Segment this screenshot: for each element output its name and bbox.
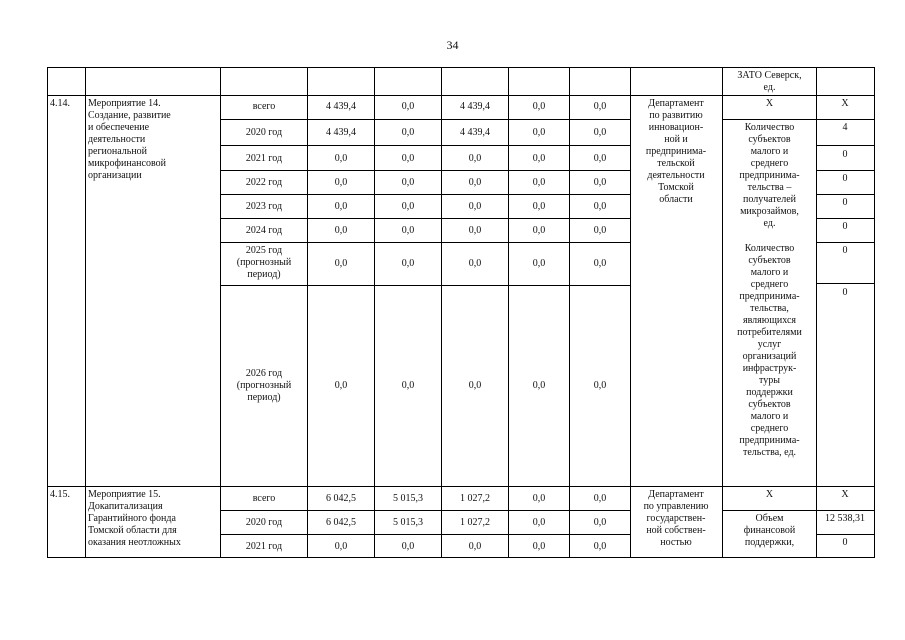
value-cell: 0,0 [532, 493, 546, 504]
column-line [816, 67, 817, 558]
value-cell: 6 042,5 [326, 493, 356, 504]
row-line [220, 170, 631, 171]
column-line [307, 67, 308, 558]
value-cell: 6 042,5 [326, 517, 356, 528]
executor: Департамент по управлению государствен- ной собствен- ностью [643, 489, 709, 548]
value-cell: 0,0 [334, 177, 348, 188]
row-line [220, 242, 631, 243]
indicator-value: 0 [842, 537, 848, 548]
value-cell: 0,0 [532, 177, 546, 188]
year-label: всего [252, 493, 276, 504]
value-cell: 0,0 [468, 258, 482, 269]
row-line [722, 119, 874, 120]
row-number: 4.15. [50, 489, 70, 500]
value-cell: 0,0 [593, 225, 607, 236]
indicator-value: 0 [842, 221, 848, 232]
row-line [816, 534, 874, 535]
indicator-value: 0 [842, 197, 848, 208]
value-cell: 4 439,4 [326, 127, 356, 138]
column-line [220, 67, 221, 558]
value-cell: 1 027,2 [460, 517, 490, 528]
year-label: 2021 год [245, 153, 283, 164]
value-cell: 0,0 [334, 225, 348, 236]
column-line [722, 67, 723, 558]
column-line [569, 67, 570, 558]
row-line [816, 170, 874, 171]
row-line [220, 218, 631, 219]
year-label: 2026 год (прогнозный период) [236, 368, 292, 403]
value-cell: 0,0 [532, 258, 546, 269]
year-label: 2020 год [245, 127, 283, 138]
activity-name: Мероприятие 14. Создание, развитие и обеспечение деятельности региональной микрофинансовой организации [88, 98, 171, 181]
indicator-1: Количество субъектов малого и среднего предпринима- тельства – получателей микрозаймов, ед. [739, 122, 800, 229]
value-cell: 0,0 [468, 153, 482, 164]
row-line [816, 194, 874, 195]
value-cell: 0,0 [401, 201, 415, 212]
value-cell: 0,0 [401, 380, 415, 391]
value-cell: 0,0 [401, 153, 415, 164]
indicator-value-x: Х [841, 98, 849, 109]
value-cell: 5 015,3 [393, 517, 423, 528]
value-cell: 0,0 [593, 101, 607, 112]
indicator-x: Х [765, 98, 774, 109]
value-cell: 0,0 [468, 177, 482, 188]
row-line [220, 194, 631, 195]
indicator-1: Объем финансовой поддержки, [743, 513, 796, 548]
column-line [85, 67, 86, 558]
value-cell: 0,0 [334, 541, 348, 552]
year-label: 2023 год [245, 201, 283, 212]
row-line [220, 119, 631, 120]
value-cell: 0,0 [401, 101, 415, 112]
value-cell: 4 439,4 [460, 101, 490, 112]
year-label: всего [252, 101, 276, 112]
value-cell: 4 439,4 [460, 127, 490, 138]
row-line [47, 486, 874, 487]
value-cell: 0,0 [334, 201, 348, 212]
column-line [441, 67, 442, 558]
value-cell: 1 027,2 [460, 493, 490, 504]
column-line [47, 67, 48, 558]
value-cell: 0,0 [593, 258, 607, 269]
indicator-value: 0 [842, 149, 848, 160]
value-cell: 0,0 [593, 127, 607, 138]
year-label: 2024 год [245, 225, 283, 236]
value-cell: 0,0 [532, 127, 546, 138]
row-line [220, 534, 631, 535]
value-cell: 0,0 [468, 201, 482, 212]
row-number: 4.14. [50, 98, 70, 109]
row-line [47, 95, 874, 96]
value-cell: 0,0 [401, 258, 415, 269]
indicator-x: Х [765, 489, 774, 500]
value-cell: 0,0 [532, 101, 546, 112]
indicator-value: 4 [842, 122, 848, 133]
row-line [816, 145, 874, 146]
page-number: 34 [446, 38, 459, 52]
value-cell: 4 439,4 [326, 101, 356, 112]
column-line [630, 67, 631, 558]
indicator-value-x: Х [841, 489, 849, 500]
value-cell: 0,0 [593, 153, 607, 164]
value-cell: 0,0 [593, 493, 607, 504]
value-cell: 0,0 [593, 541, 607, 552]
column-line [374, 67, 375, 558]
table-border-top [47, 67, 874, 68]
value-cell: 0,0 [468, 225, 482, 236]
value-cell: 0,0 [334, 153, 348, 164]
value-cell: 0,0 [532, 541, 546, 552]
column-line [874, 67, 875, 558]
value-cell: 0,0 [593, 201, 607, 212]
value-cell: 0,0 [401, 541, 415, 552]
value-cell: 0,0 [593, 380, 607, 391]
indicator-value: 0 [842, 287, 848, 298]
row-line [220, 510, 631, 511]
value-cell: 0,0 [334, 380, 348, 391]
row-line [816, 218, 874, 219]
row-line [816, 242, 874, 243]
value-cell: 0,0 [468, 380, 482, 391]
value-cell: 0,0 [532, 153, 546, 164]
value-cell: 5 015,3 [393, 493, 423, 504]
indicator-value: 0 [842, 245, 848, 256]
indicator-value: 0 [842, 173, 848, 184]
value-cell: 0,0 [401, 177, 415, 188]
row-line [220, 285, 631, 286]
year-label: 2020 год [245, 517, 283, 528]
value-cell: 0,0 [532, 225, 546, 236]
year-label: 2025 год (прогнозный период) [236, 245, 292, 280]
value-cell: 0,0 [532, 201, 546, 212]
year-label: 2022 год [245, 177, 283, 188]
indicator-value: 12 538,31 [825, 513, 865, 524]
indicator-2: Количество субъектов малого и среднего предпринима- тельства, являющихся потребителями услуг организаций инфраструк- туры поддержки субъектов малого и среднего предпринима- тельства, ед. [737, 243, 802, 458]
activity-name: Мероприятие 15. Докапитализация Гарантийного фонда Томской области для оказания неотложных [88, 489, 181, 548]
value-cell: 0,0 [468, 541, 482, 552]
top-row-indicator-tail: ЗАТО Северск, ед. [737, 70, 802, 93]
year-label: 2021 год [245, 541, 283, 552]
value-cell: 0,0 [532, 517, 546, 528]
value-cell: 0,0 [334, 258, 348, 269]
value-cell: 0,0 [401, 225, 415, 236]
value-cell: 0,0 [532, 380, 546, 391]
value-cell: 0,0 [401, 127, 415, 138]
executor: Департамент по развитию инновацион- ной и предпринима- тельской деятельности Томской области [645, 98, 707, 205]
row-line [816, 283, 874, 284]
value-cell: 0,0 [593, 517, 607, 528]
row-line [220, 145, 631, 146]
column-line [508, 67, 509, 558]
row-line [722, 510, 874, 511]
table-border-bottom [47, 557, 874, 558]
value-cell: 0,0 [593, 177, 607, 188]
